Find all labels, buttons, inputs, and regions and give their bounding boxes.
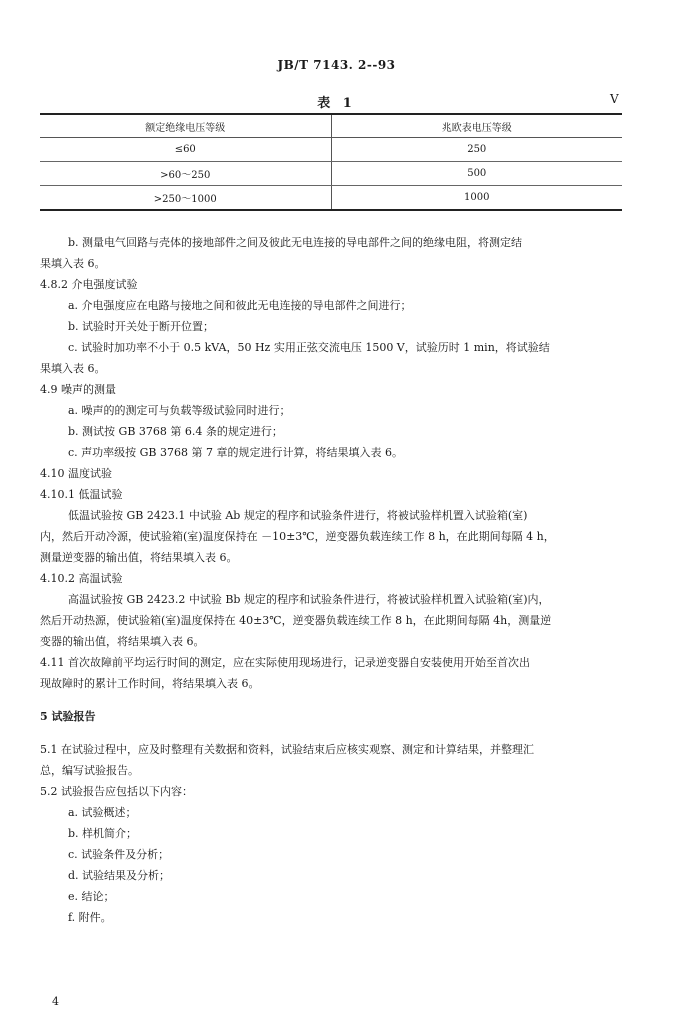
text-line: 内，然后开动冷源，使试验箱(室)温度保持在 －10±3℃，逆变器负载连续工作 8 h，在此期间每隔 4 h， [40,530,555,543]
cell-rated: >250～1000 [40,186,331,211]
text-line: 5.2 试验报告应包括以下内容： [40,785,193,798]
text-line: 高温试验按 GB 2423.2 中试验 Bb 规定的程序和试验条件进行，将被试验样机置入试验箱(室)内， [68,593,550,606]
text-line: 变器的输出值，将结果填入表 6。 [40,635,205,648]
cell-rated: >60～250 [40,162,331,186]
text-line: 果填入表 6。 [40,362,106,375]
text-line: c. 试验时加功率不小于 0.5 kVA，50 Hz 实用正弦交流电压 1500 V，试验历时 1 min，将试验结 [68,341,550,354]
cell-meter: 250 [331,138,622,162]
text-line: 总，编写试验报告。 [40,764,139,777]
cell-meter: 500 [331,162,622,186]
table-row [40,186,622,211]
text-line: b. 测试按 GB 3768 第 6.4 条的规定进行； [68,425,283,438]
list-item: a. 试验概述； [68,806,137,819]
list-item: e. 结论； [68,890,115,903]
cell-rated: ≤60 [40,138,331,162]
col-header-meter: 兆欧表电压等级 [331,114,622,138]
table-caption: 表 1 [317,96,356,111]
section-heading: 4.10.2 高温试验 [40,572,123,585]
chapter-heading: 5 试验报告 [40,710,96,723]
page-number: 4 [52,995,59,1008]
table-row [40,162,622,186]
table-unit: V [610,92,619,106]
text-line: 低温试验按 GB 2423.1 中试验 Ab 规定的程序和试验条件进行，将被试验样机置入试验箱(室) [68,509,528,522]
voltage-table [40,113,622,211]
text-line: 现故障时的累计工作时间，将结果填入表 6。 [40,677,260,690]
section-heading: 4.10 温度试验 [40,467,112,480]
text-line: c. 声功率级按 GB 3768 第 7 章的规定进行计算，将结果填入表 6。 [68,446,403,459]
text-line: b. 测量电气回路与壳体的接地部件之间及彼此无电连接的导电部件之间的绝缘电阻，将测定结 [68,236,523,249]
list-item: f. 附件。 [68,911,112,924]
section-heading: 4.10.1 低温试验 [40,488,123,501]
text-line: 果填入表 6。 [40,257,106,270]
text-line: a. 噪声的的测定可与负载等级试验同时进行； [68,404,291,417]
table-row [40,138,622,162]
col-header-rated: 额定绝缘电压等级 [40,114,331,138]
section-heading: 4.8.2 介电强度试验 [40,278,138,291]
text-line: b. 试验时开关处于断开位置； [68,320,215,333]
text-line: 4.11 首次故障前平均运行时间的测定，应在实际使用现场进行，记录逆变器自安装使用开始至首次出 [40,656,530,669]
cell-meter: 1000 [331,186,622,211]
section-heading: 4.9 噪声的测量 [40,383,116,396]
document-header: JB/T 7143. 2--93 [277,58,396,72]
text-line: 然后开动热源，使试验箱(室)温度保持在 40±3℃，逆变器负载连续工作 8 h，在此期间每隔 4h，测量逆 [40,614,552,627]
text-line: 测量逆变器的输出值，将结果填入表 6。 [40,551,238,564]
list-item: b. 样机简介； [68,827,138,840]
text-line: 5.1 在试验过程中，应及时整理有关数据和资料，试验结束后应核实观察、测定和计算结果，并整理汇 [40,743,534,756]
list-item: c. 试验条件及分析； [68,848,170,861]
list-item: d. 试验结果及分析； [68,869,171,882]
text-line: a. 介电强度应在电路与接地之间和彼此无电连接的导电部件之间进行； [68,299,412,312]
